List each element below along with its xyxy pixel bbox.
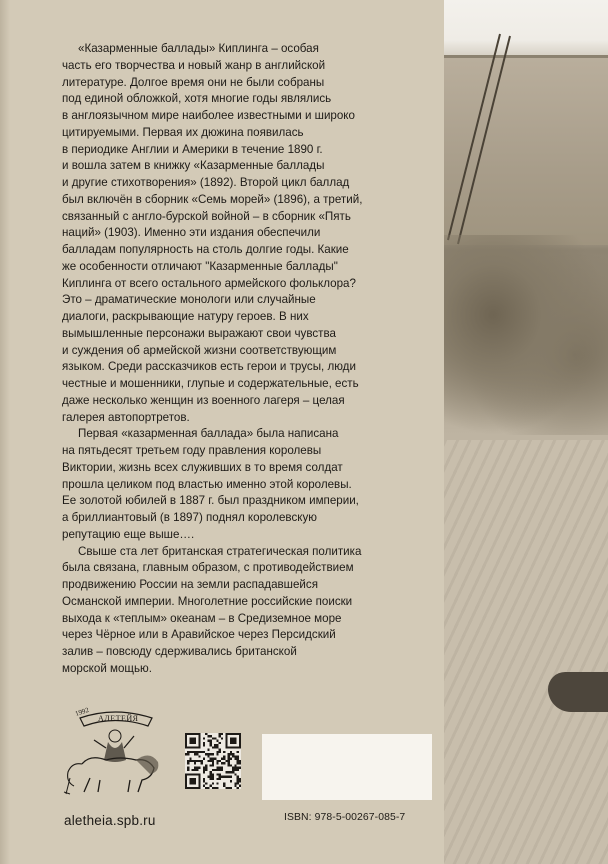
- text-line: а бриллиантовый (в 1897) поднял королевскую: [62, 511, 317, 524]
- publisher-website: aletheia.spb.ru: [64, 813, 156, 828]
- photo-boot: [548, 672, 608, 712]
- text-line: связанный с англо-бурской войной – в сборник «Пять: [62, 209, 351, 223]
- isbn: ISBN: 978-5-00267-085-7: [284, 812, 406, 823]
- text-line: Первая «казарменная баллада» была написана: [78, 427, 339, 441]
- text-line: наций» (1903). Именно эти издания обеспечили: [62, 226, 321, 240]
- text-line: продвижению России на земли распадавшейся: [62, 578, 318, 591]
- text-line: прошла целиком под властью именно этой королевы.: [62, 477, 352, 491]
- text-line: и суждения об армейской жизни соответствующим: [62, 343, 337, 357]
- text-line: Виктории, жизнь всех служивших в то время солдат: [62, 460, 343, 474]
- logo-year: 1992: [74, 705, 90, 718]
- cover-photo-strip: [444, 0, 608, 864]
- text-line: был включён в сборник «Семь морей» (1896), а третий,: [62, 192, 363, 206]
- text-line: галерея автопортретов.: [62, 410, 190, 424]
- spine-edge: [0, 0, 10, 864]
- text-line: на пятьдесят третьем году правления королевы: [62, 444, 322, 457]
- paragraph-2: [62, 426, 442, 543]
- text-line: «Казарменные баллады» Киплинга – особая: [78, 42, 319, 55]
- barcode-area: [262, 734, 432, 800]
- text-line: цитируемыми. Первая их дюжина появилась: [62, 125, 304, 139]
- text-line: даже несколько женщин из военного лагеря – целая: [62, 393, 345, 407]
- paragraph-3: [62, 544, 442, 678]
- logo-name: АЛЕТЕЙЯ: [98, 714, 139, 723]
- text-line: и вошла затем в книжку «Казарменные баллады: [62, 159, 325, 173]
- text-line: диалоги, раскрывающие натуру героев. В них: [62, 310, 309, 323]
- text-line: репутацию еще выше….: [62, 527, 195, 541]
- text-line: честные и мошенники, глупые и содержательные, есть: [62, 377, 359, 390]
- paragraph-1: [62, 41, 442, 426]
- qr-code: [185, 733, 241, 789]
- text-line: часть его творчества и новый жанр в английской: [62, 58, 326, 72]
- publisher-logo: [60, 702, 170, 798]
- text-line: балладам популярность на столь долгие годы. Какие: [62, 243, 349, 256]
- text-line: и другие стихотворения» (1892). Второй цикл баллад: [62, 176, 350, 189]
- text-line: Это – драматические монологи или случайные: [62, 293, 316, 307]
- text-line: морской мощью.: [62, 661, 152, 675]
- text-line: языком. Среди рассказчиков есть герои и трусы, люди: [62, 360, 356, 374]
- text-line: выхода к «теплым» океанам – в Средиземное море: [62, 611, 342, 625]
- ladder-icon: [444, 0, 608, 260]
- text-line: Свыше ста лет британская стратегическая политика: [78, 544, 362, 558]
- photo-brush: [444, 235, 608, 435]
- text-line: через Чёрное или в Аравийское через Персидский: [62, 628, 336, 642]
- text-line: в периодике Англии и Америки в течение 1890 г.: [62, 142, 323, 156]
- text-line: залив – повсюду сдерживались британской: [62, 645, 297, 658]
- photo-ground: [444, 440, 608, 864]
- text-line: же особенности отличают "Казарменные баллады": [62, 259, 338, 273]
- text-line: литературе. Долгое время они не были собраны: [62, 75, 325, 89]
- text-line: в англоязычном мире наиболее известными и широко: [62, 109, 355, 122]
- text-line: Османской империи. Многолетние российские поиски: [62, 594, 353, 608]
- text-line: Ее золотой юбилей в 1887 г. был праздником империи,: [62, 494, 359, 508]
- text-line: под единой обложкой, хотя многие годы являлись: [62, 92, 332, 106]
- text-line: была связана, главным образом, с противодействием: [62, 561, 354, 575]
- annotation-text: [62, 41, 442, 678]
- text-line: Киплинга от всего остального армейского фольклора?: [62, 276, 356, 290]
- text-line: вымышленные персонажи выражают свои чувства: [62, 326, 336, 340]
